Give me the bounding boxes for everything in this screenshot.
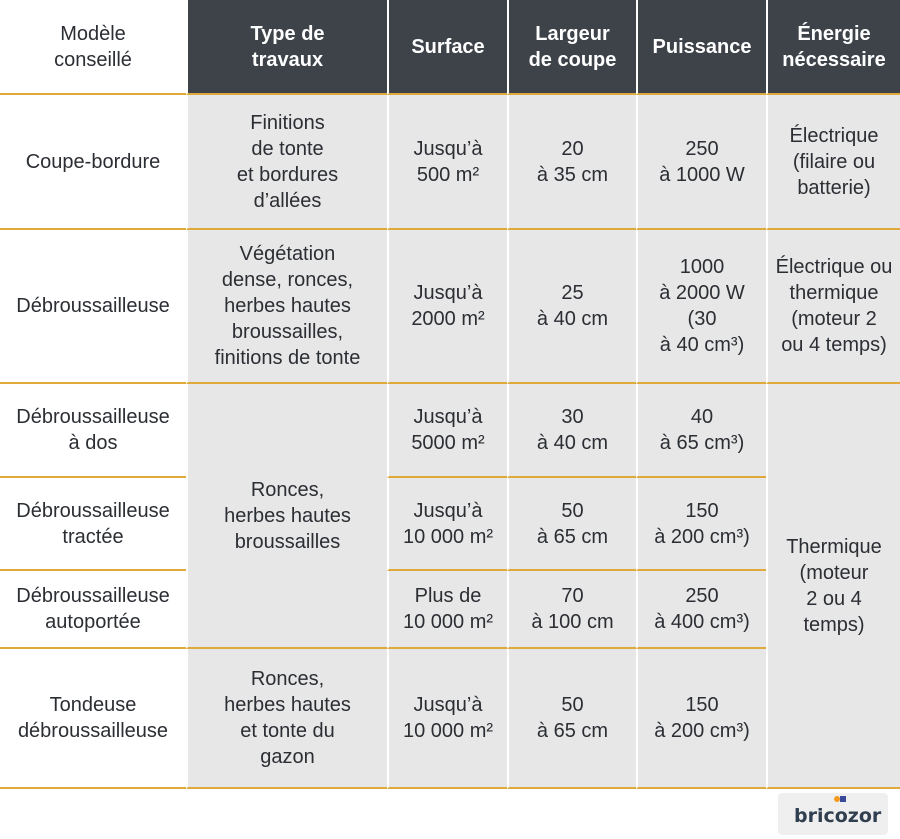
cell-surface: Jusqu’à 10 000 m² xyxy=(387,478,507,571)
cell-model: Tondeuse débroussailleuse xyxy=(0,649,186,789)
cell-puissance: 1000 à 2000 W (30 à 40 cm³) xyxy=(636,230,766,384)
cell-model: Débroussailleuse tractée xyxy=(0,478,186,571)
cell-puissance: 40 à 65 cm³) xyxy=(636,384,766,478)
cell-surface: Jusqu’à 10 000 m² xyxy=(387,649,507,789)
table-row xyxy=(0,649,900,789)
brand-name: bricozor xyxy=(794,805,882,827)
cell-surface: Jusqu’à 500 m² xyxy=(387,95,507,230)
cell-model: Coupe-bordure xyxy=(0,95,186,230)
cell-energie: Électrique ou thermique (moteur 2 ou 4 temps) xyxy=(766,230,900,384)
table-row xyxy=(0,384,900,478)
cell-type: Végétation dense, ronces, herbes hautes broussailles, finitions de tonte xyxy=(186,230,387,384)
cell-model: Débroussailleuse xyxy=(0,230,186,384)
cell-model: Débroussailleuse autoportée xyxy=(0,571,186,649)
cell-type: Finitions de tonte et bordures d’allées xyxy=(186,95,387,230)
cell-type-merged: Ronces, herbes hautes broussailles xyxy=(186,384,387,649)
cell-surface: Jusqu’à 5000 m² xyxy=(387,384,507,478)
cell-puissance: 150 à 200 cm³) xyxy=(636,478,766,571)
brand-logo xyxy=(778,793,888,835)
table-row xyxy=(0,571,900,649)
cell-puissance: 250 à 400 cm³) xyxy=(636,571,766,649)
header-type: Type de travaux xyxy=(186,0,387,95)
cell-largeur: 50 à 65 cm xyxy=(507,649,636,789)
cell-largeur: 50 à 65 cm xyxy=(507,478,636,571)
cell-type: Ronces, herbes hautes et tonte du gazon xyxy=(186,649,387,789)
cell-largeur: 70 à 100 cm xyxy=(507,571,636,649)
table-row xyxy=(0,478,900,571)
logo-square-blue-icon xyxy=(840,796,846,802)
table-row xyxy=(0,95,900,230)
header-surface: Surface xyxy=(387,0,507,95)
header-row xyxy=(0,0,900,95)
header-modele: Modèle conseillé xyxy=(0,0,186,95)
header-largeur: Largeur de coupe xyxy=(507,0,636,95)
cell-largeur: 30 à 40 cm xyxy=(507,384,636,478)
cell-energie-merged: Thermique (moteur 2 ou 4 temps) xyxy=(766,384,900,789)
cell-largeur: 25 à 40 cm xyxy=(507,230,636,384)
cell-largeur: 20 à 35 cm xyxy=(507,95,636,230)
cell-puissance: 250 à 1000 W xyxy=(636,95,766,230)
header-energie: Énergie nécessaire xyxy=(766,0,900,95)
cell-model: Débroussailleuse à dos xyxy=(0,384,186,478)
cell-surface: Plus de 10 000 m² xyxy=(387,571,507,649)
cell-energie: Électrique (filaire ou batterie) xyxy=(766,95,900,230)
header-puissance: Puissance xyxy=(636,0,766,95)
cell-surface: Jusqu’à 2000 m² xyxy=(387,230,507,384)
table-row xyxy=(0,230,900,384)
cell-puissance: 150 à 200 cm³) xyxy=(636,649,766,789)
